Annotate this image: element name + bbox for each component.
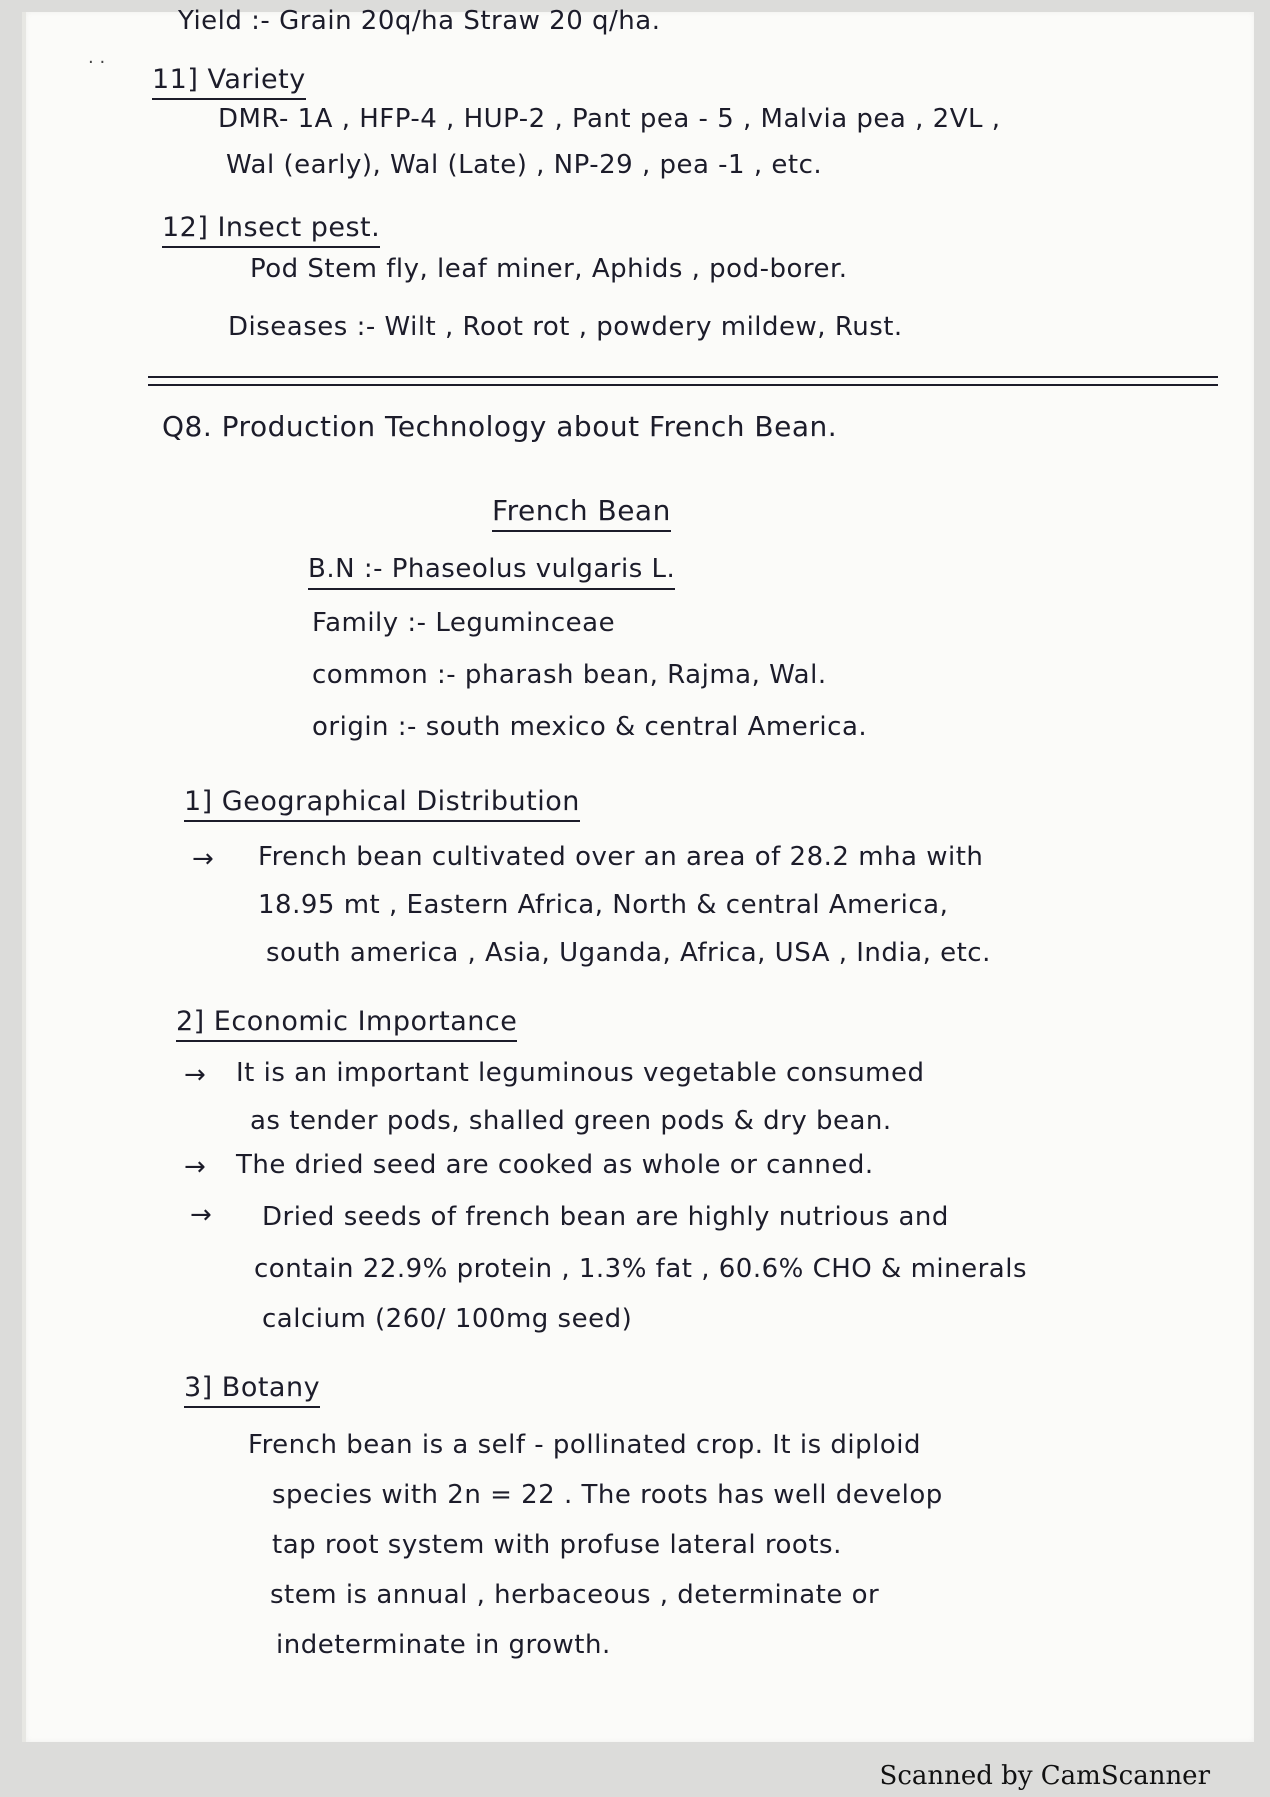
econ-point-1-line-1: It is an important leguminous vegetable consumed bbox=[236, 1058, 925, 1088]
insect-pest-heading bbox=[162, 212, 380, 243]
botany-line-1: French bean is a self - pollinated crop. It is diploid bbox=[248, 1430, 921, 1460]
econ-point-3-line-1: Dried seeds of french bean are highly nutrious and bbox=[262, 1202, 949, 1232]
variety-heading: 11] Variety bbox=[152, 64, 306, 100]
page-title-text: French Bean bbox=[492, 494, 671, 532]
common-name-line: common :- pharash bean, Rajma, Wal. bbox=[312, 660, 827, 690]
divider-line-top bbox=[148, 376, 1218, 378]
bullet-arrow-icon: → bbox=[184, 1152, 206, 1182]
econ-heading bbox=[176, 1006, 517, 1037]
scanner-watermark: Scanned by CamScanner bbox=[879, 1761, 1210, 1791]
insect-pest-line: Pod Stem fly, leaf miner, Aphids , pod-borer. bbox=[250, 254, 848, 284]
geo-heading-text: 1] Geographical Distribution bbox=[184, 786, 580, 822]
geo-line-3: south america , Asia, Uganda, Africa, USA , India, etc. bbox=[266, 938, 991, 968]
botany-heading-text: 3] Botany bbox=[184, 1372, 320, 1408]
econ-point-3-line-3: calcium (260/ 100mg seed) bbox=[262, 1304, 633, 1334]
variety-line-1: DMR- 1A , HFP-4 , HUP-2 , Pant pea - 5 , Malvia pea , 2VL , bbox=[218, 104, 1001, 134]
econ-point-2-line-1: The dried seed are cooked as whole or canned. bbox=[236, 1150, 874, 1180]
bullet-arrow-icon: → bbox=[192, 844, 214, 874]
diseases-line: Diseases :- Wilt , Root rot , powdery mildew, Rust. bbox=[228, 312, 903, 342]
insect-pest-heading-text: 12] Insect pest. bbox=[162, 212, 380, 248]
variety-line-2: Wal (early), Wal (Late) , NP-29 , pea -1 , etc. bbox=[226, 150, 823, 180]
econ-heading-text: 2] Economic Importance bbox=[176, 1006, 517, 1042]
econ-point-3-line-2: contain 22.9% protein , 1.3% fat , 60.6% CHO & minerals bbox=[254, 1254, 1027, 1284]
botany-line-3: tap root system with profuse lateral roots. bbox=[272, 1530, 842, 1560]
family-line: Family :- Leguminceae bbox=[312, 608, 616, 638]
geo-line-2: 18.95 mt , Eastern Africa, North & central America, bbox=[258, 890, 949, 920]
geo-line-1: French bean cultivated over an area of 28.2 mha with bbox=[258, 842, 984, 872]
question-heading: Q8. Production Technology about French Bean. bbox=[162, 410, 838, 443]
margin-dots: · · bbox=[88, 52, 106, 73]
bullet-arrow-icon: → bbox=[184, 1060, 206, 1090]
botany-heading bbox=[184, 1372, 320, 1403]
econ-point-1-line-2: as tender pods, shalled green pods & dry bean. bbox=[250, 1106, 892, 1136]
bullet-arrow-icon: → bbox=[190, 1200, 212, 1230]
page-title bbox=[492, 494, 671, 527]
yield-line: Yield :- Grain 20q/ha Straw 20 q/ha. bbox=[178, 6, 661, 36]
botany-line-5: indeterminate in growth. bbox=[276, 1630, 611, 1660]
divider-line-bottom bbox=[148, 384, 1218, 386]
botanical-name: B.N :- Phaseolus vulgaris L. bbox=[308, 554, 675, 590]
botany-line-2: species with 2n = 22 . The roots has well develop bbox=[272, 1480, 943, 1510]
geo-heading bbox=[184, 786, 580, 817]
botany-line-4: stem is annual , herbaceous , determinate or bbox=[270, 1580, 880, 1610]
origin-line: origin :- south mexico & central America. bbox=[312, 712, 868, 742]
